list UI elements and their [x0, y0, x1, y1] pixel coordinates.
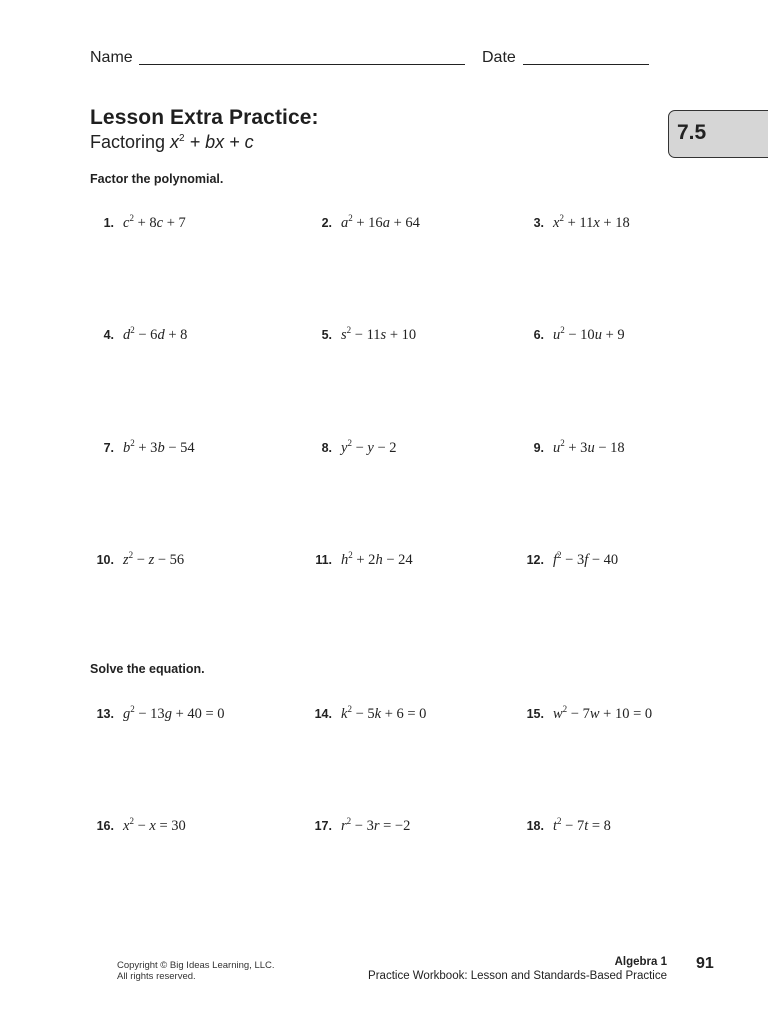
problem-number: 18. — [526, 819, 544, 833]
exponent: 2 — [129, 816, 134, 826]
expression-rest: − 6d + 8 — [134, 327, 188, 343]
problem-number: 6. — [533, 328, 544, 342]
problem-item — [516, 550, 618, 569]
variable: k — [341, 706, 348, 722]
expression-rest: − 7w + 10 = 0 — [567, 706, 653, 722]
problem-item — [304, 213, 420, 232]
problem-expression — [341, 704, 426, 723]
expression-rest: + 3u − 18 — [564, 440, 625, 456]
problem-item — [304, 816, 410, 835]
expression-rest: + 8c + 7 — [133, 215, 186, 231]
problem-item — [516, 213, 630, 232]
page-title: Lesson Extra Practice: — [90, 106, 319, 129]
problem-number: 10. — [96, 553, 114, 567]
expression-rest: − z − 56 — [133, 552, 185, 568]
book-info — [368, 955, 667, 983]
problem-item — [304, 438, 397, 457]
expression-rest: + 3b − 54 — [134, 440, 195, 456]
copyright-line-1: Copyright © Big Ideas Learning, LLC. — [117, 960, 275, 971]
date-field-line[interactable] — [523, 64, 649, 65]
expression-rest: − 11s + 10 — [351, 327, 417, 343]
problem-item — [516, 438, 625, 457]
expression-rest: − 13g + 40 = 0 — [134, 706, 225, 722]
variable: u — [553, 327, 561, 343]
expression-rest: − x = 30 — [133, 818, 186, 834]
variable: d — [123, 327, 131, 343]
variable: z — [123, 552, 129, 568]
problem-item — [304, 550, 413, 569]
problem-expression — [123, 438, 195, 457]
page-subtitle — [90, 132, 254, 153]
variable: x — [553, 215, 560, 231]
problem-number: 13. — [96, 707, 114, 721]
exponent: 2 — [129, 213, 134, 223]
expression-rest: + 11x + 18 — [563, 215, 630, 231]
problem-item — [516, 816, 611, 835]
problem-number: 11. — [315, 553, 332, 567]
problem-item — [86, 325, 187, 344]
exponent: 2 — [130, 704, 135, 714]
exponent: 2 — [560, 325, 565, 335]
copyright-line-2: All rights reserved. — [117, 971, 196, 982]
variable: s — [341, 327, 347, 343]
expression-rest: − 3r = −2 — [351, 818, 411, 834]
variable: c — [123, 215, 130, 231]
date-label: Date — [482, 49, 516, 66]
expression-rest: − 3f − 40 — [561, 552, 619, 568]
variable: g — [123, 706, 131, 722]
problem-item — [86, 550, 184, 569]
expression-rest: − 7t = 8 — [561, 818, 611, 834]
problem-number: 2. — [321, 216, 332, 230]
problem-expression — [553, 816, 611, 835]
variable: a — [341, 215, 349, 231]
exponent: 2 — [130, 438, 135, 448]
problem-number: 15. — [526, 707, 544, 721]
exponent: 2 — [347, 438, 352, 448]
subtitle-prefix: Factoring — [90, 132, 171, 152]
variable: b — [123, 440, 131, 456]
expression-rest: − 10u + 9 — [564, 327, 625, 343]
exponent: 2 — [128, 550, 134, 560]
exponent: 2 — [130, 325, 135, 335]
problem-number: 3. — [533, 216, 544, 230]
problem-item — [86, 213, 186, 232]
name-label: Name — [90, 49, 133, 66]
problem-item — [86, 816, 186, 835]
exponent: 2 — [557, 816, 562, 826]
exponent: 2 — [559, 213, 564, 223]
problem-number: 12. — [526, 553, 544, 567]
problem-expression — [553, 213, 630, 232]
subtitle-variable: x — [170, 132, 180, 152]
problem-item — [304, 704, 426, 723]
problem-expression — [123, 816, 186, 835]
expression-rest: + 2h − 24 — [352, 552, 413, 568]
exponent: 2 — [348, 550, 353, 560]
variable: u — [553, 440, 561, 456]
exponent: 2 — [346, 816, 352, 826]
problem-number: 16. — [96, 819, 114, 833]
problem-item — [516, 325, 625, 344]
problem-expression — [123, 704, 225, 723]
subtitle-exponent: 2 — [179, 133, 185, 144]
problem-number: 4. — [103, 328, 114, 342]
instruction-solve: Solve the equation. — [90, 662, 205, 676]
expression-rest: − y − 2 — [351, 440, 397, 456]
problem-expression — [123, 550, 184, 569]
problem-item — [86, 438, 195, 457]
problem-number: 7. — [103, 441, 114, 455]
problem-item — [304, 325, 416, 344]
name-field-line[interactable] — [139, 64, 465, 65]
variable: x — [123, 818, 130, 834]
variable: h — [341, 552, 349, 568]
problem-expression — [341, 438, 397, 457]
problem-expression — [553, 438, 625, 457]
problem-number: 9. — [533, 441, 544, 455]
subtitle-rest: + bx + c — [184, 132, 254, 152]
exponent: 2 — [346, 325, 352, 335]
problem-expression — [341, 816, 410, 835]
instruction-factor: Factor the polynomial. — [90, 172, 224, 186]
problem-number: 8. — [321, 441, 332, 455]
problem-expression — [553, 550, 618, 569]
problem-number: 5. — [321, 328, 332, 342]
problem-item — [86, 704, 225, 723]
problem-number: 17. — [314, 819, 332, 833]
problem-item — [516, 704, 652, 723]
problem-expression — [341, 213, 420, 232]
problem-number: 14. — [314, 707, 332, 721]
problem-expression — [341, 550, 413, 569]
variable: y — [341, 440, 348, 456]
problem-expression — [123, 213, 186, 232]
page-number: 91 — [696, 955, 714, 972]
exponent: 2 — [560, 438, 565, 448]
section-tab — [668, 110, 768, 158]
expression-rest: + 16a + 64 — [352, 215, 420, 231]
book-title: Algebra 1 — [614, 956, 667, 968]
copyright — [117, 960, 275, 982]
problem-expression — [123, 325, 187, 344]
exponent: 2 — [348, 213, 353, 223]
expression-rest: − 5k + 6 = 0 — [351, 706, 427, 722]
book-subtitle: Practice Workbook: Lesson and Standards-Based Practice — [368, 970, 667, 982]
problem-expression — [553, 704, 652, 723]
section-number: 7.5 — [677, 121, 707, 144]
variable: r — [341, 818, 347, 834]
exponent: 2 — [557, 550, 562, 560]
variable: f — [553, 552, 558, 568]
variable: t — [553, 818, 558, 834]
problem-expression — [341, 325, 416, 344]
exponent: 2 — [562, 704, 568, 714]
variable: w — [553, 706, 563, 722]
problem-number: 1. — [103, 216, 114, 230]
problem-expression — [553, 325, 625, 344]
exponent: 2 — [347, 704, 352, 714]
